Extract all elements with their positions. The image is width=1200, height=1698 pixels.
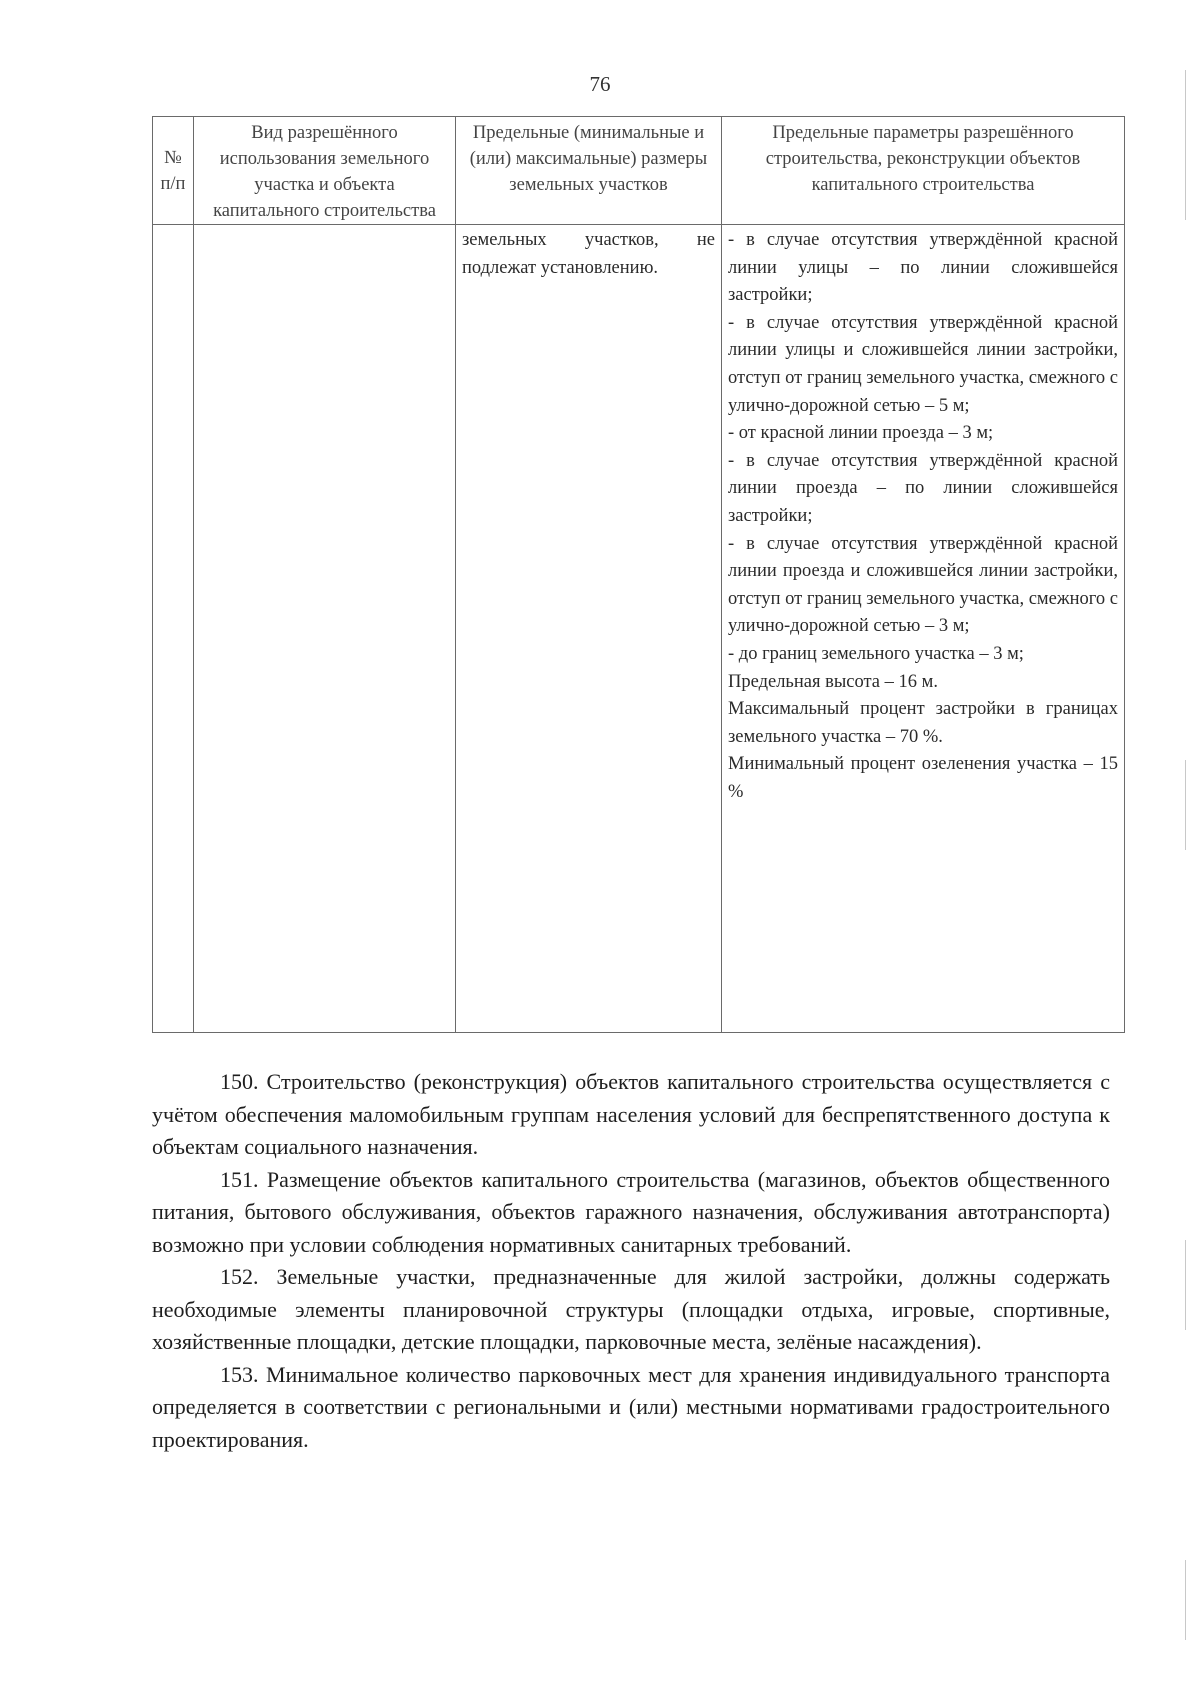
param-line: Предельная высота – 16 м. (728, 671, 938, 692)
param-line: Максимальный процент застройки в границах земельного участка – 70 %. (728, 699, 1123, 747)
param-line: - в случае отсутствия утверждённой красной линии проезда – по линии сложившейся застройки; (728, 450, 1123, 526)
param-line: - от красной линии проезда – 3 м; (728, 423, 994, 444)
paragraph-151: 151. Размещение объектов капитального строительства (магазинов, объектов общественного питания, бытового обслуживания, объектов гаражного назначения, обслуживания автотранспорта) возможно при условии соблюдения нормативных санитарных требований. (152, 1166, 1110, 1257)
table-row (153, 225, 1125, 1033)
header-use-type: Вид разрешённого использования земельного участка и объекта капитального строительства (194, 117, 456, 225)
param-line: - в случае отсутствия утверждённой красной линии улицы и сложившейся линии застройки, отступ от границ земельного участка, смежного с улично-дорожной сетью – 5 м; (728, 312, 1123, 416)
page-number: 76 (589, 72, 611, 96)
cell-plot-sizes: земельных участков, не подлежат установлению. (456, 225, 722, 1033)
cell-use-type (194, 225, 456, 1033)
header-plot-sizes: Предельные (минимальные и (или) максимальные) размеры земельных участков (456, 117, 722, 225)
paragraph-150: 150. Строительство (реконструкция) объектов капитального строительства осуществляется с учётом обеспечения маломобильным группам населения условий для беспрепятственного доступа к объектам социального назначения. (152, 1069, 1110, 1159)
body-text (152, 1066, 1110, 1456)
parameters-table (152, 116, 1125, 1033)
header-construction-params: Предельные параметры разрешённого строительства, реконструкции объектов капитального строительства (722, 117, 1125, 225)
cell-construction-params (722, 225, 1125, 1033)
param-line: - в случае отсутствия утверждённой красной линии улицы – по линии сложившейся застройки; (728, 230, 1123, 306)
scan-edge-mark (1185, 1560, 1186, 1640)
table-header-row (153, 117, 1125, 225)
scan-edge-mark (1185, 70, 1186, 220)
param-line: - до границ земельного участка – 3 м; (728, 643, 1024, 664)
cell-number (153, 225, 194, 1033)
scan-edge-mark (1185, 1240, 1186, 1330)
header-number: № п/п (153, 117, 194, 225)
paragraph-153: 153. Минимальное количество парковочных мест для хранения индивидуального транспорта определяется в соответствии с региональными и (или) местными нормативами градостроительного проектирования. (152, 1361, 1110, 1452)
scan-edge-mark (1185, 760, 1186, 850)
param-line: Минимальный процент озеленения участка – 15 % (728, 754, 1123, 802)
paragraph-152: 152. Земельные участки, предназначенные для жилой застройки, должны содержать необходимые элементы планировочной структуры (площадки отдыха, игровые, спортивные, хозяйственные площадки, детские площадки, парковочные места, зелёные насаждения). (152, 1264, 1110, 1354)
param-line: - в случае отсутствия утверждённой красной линии проезда и сложившейся линии застройки, отступ от границ земельного участка, смежного с улично-дорожной сетью – 3 м; (728, 533, 1123, 637)
